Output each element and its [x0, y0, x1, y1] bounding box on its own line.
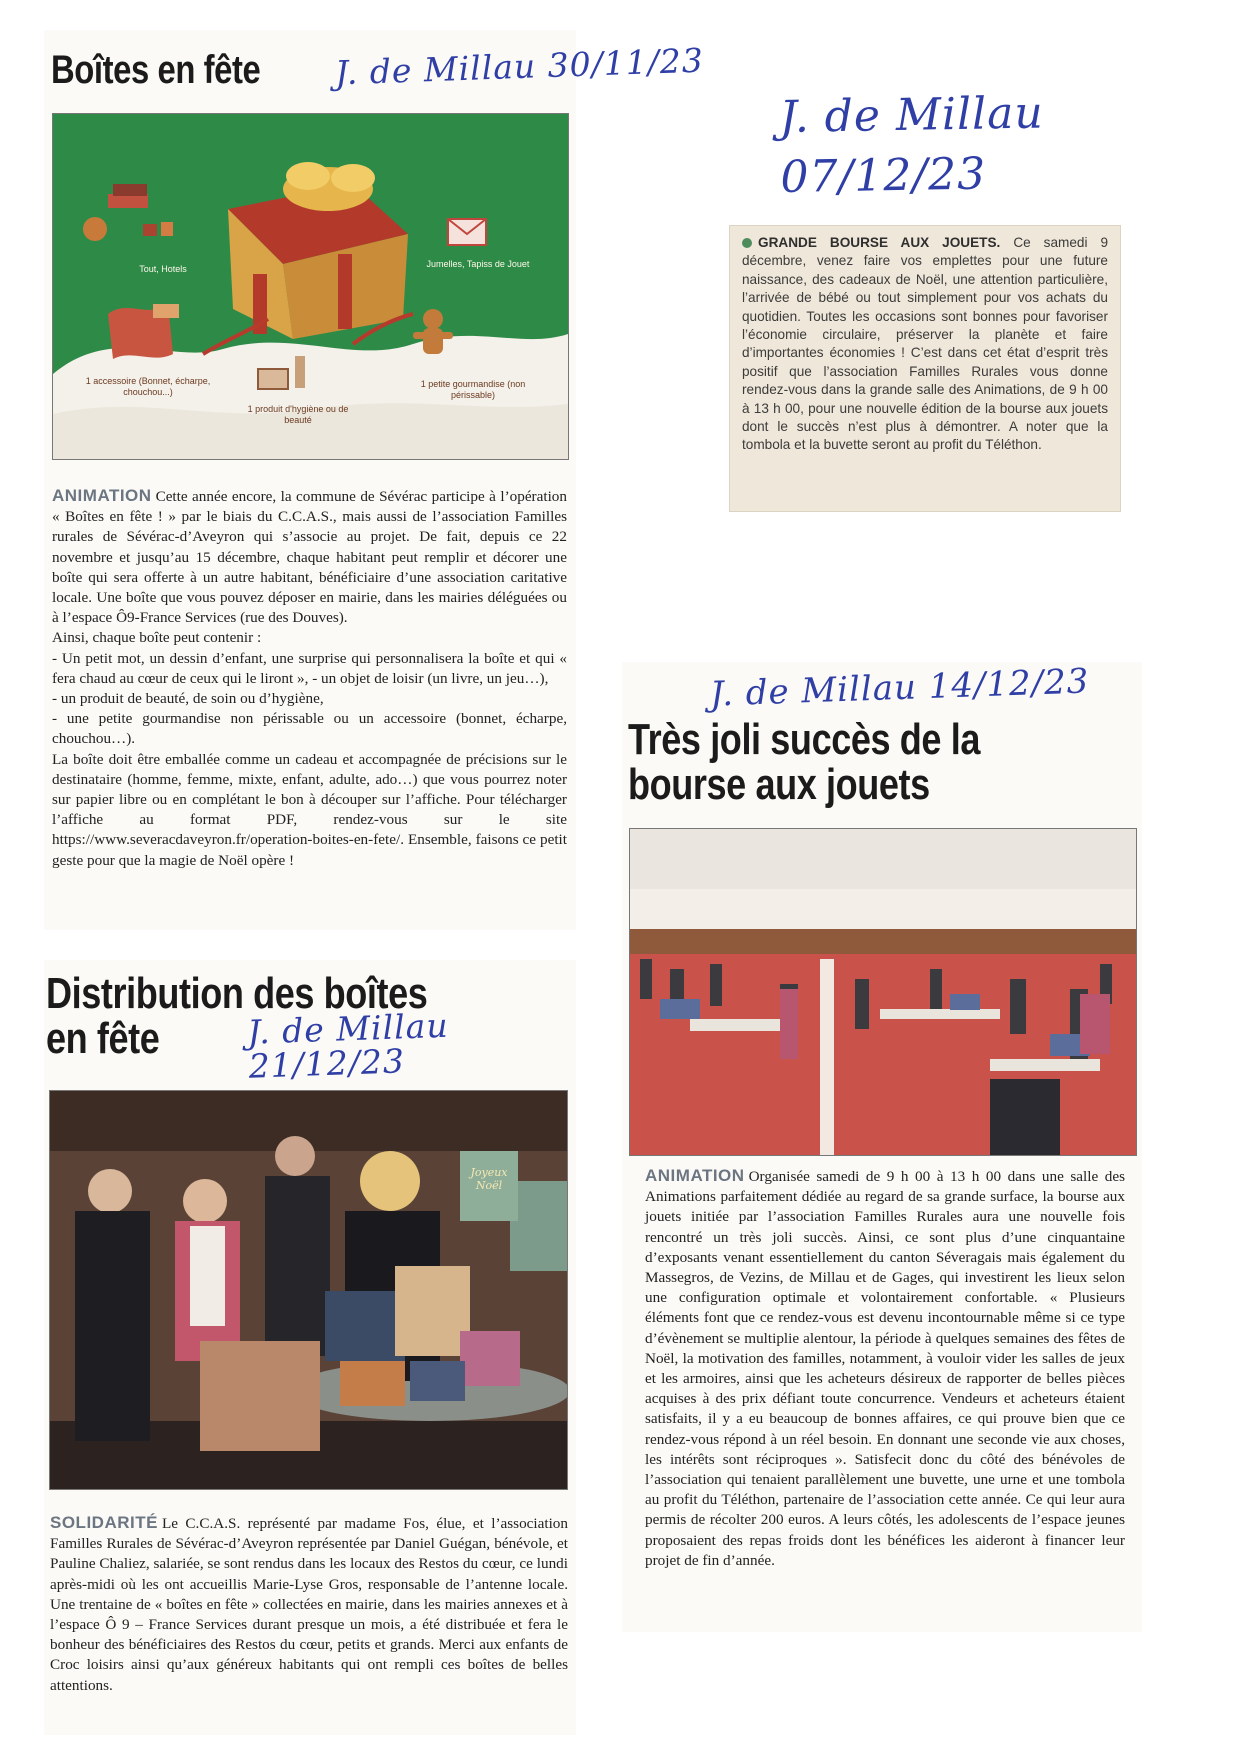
caption-right: Jumelles, Tapiss de Jouet — [426, 259, 530, 269]
article-3-paragraph: ANIMATION Organisée samedi de 9 h 00 à 13 h 00 dans une salle des Animations parfaitement dédiée au regard de sa grande surface, la bourse aux jouets initiée par l’association Familles Rurales aura une nouvelle fois rencontré un très joli succès. Ainsi, ce sont plus d’une cinquantaine d’exposants venant essentiellement du canton Séveragais mais également du Massegros, de Vezins, de Millau et de Gages, qui investirent les lieux selon une configuration optimale et volontairement confortable. « Plusieurs éléments font que ce rendez-vous est devenu incontournable même si ce type d’évènement se multiplie alentour, la période à quelques semaines des fêtes de Noël, la motivation des familles, notamment, à vouloir vider les salles de jeux et les armoires, ainsi que les acheteurs désireux de rapporter de belles pièces acquises à des prix défiant toute concurrence. Vendeurs et acheteurs étaient satisfaits, il y a eu beaucoup de bonnes affaires, ce qui prouve bien que ce rendez-vous répond à un réel besoin. En donnant une seconde vie aux choses, les intérêts sont réciproques ». Satisfecit donc du côté des bénévoles de l’association qui tenaient parallèlement une buvette, une urne et une tombola au profit du Téléthon, partenaire de l’association cette année. Ce qui leur aura permis de récolter 200 euros. A leurs côtés, les adolescents de l’espace jeunes proposaient des repas froids dont les bénéfices les aideront à financer leur projet de fin d’année. — [645, 1166, 1125, 1569]
bullet-dot-icon — [742, 238, 752, 248]
caption-bottom-mid: 1 produit d'hygiène ou de beauté — [247, 404, 349, 425]
caption-left: Tout, Hotels — [139, 264, 187, 274]
article-4-body — [50, 1513, 568, 1696]
article-4-kicker: SOLIDARITÉ — [50, 1513, 158, 1532]
boites-en-fete-illustration — [52, 113, 569, 460]
envelope-icon — [448, 219, 486, 245]
caption-bottom-right: 1 petite gourmandise (non périssable) — [420, 379, 526, 400]
article-1-headline: Boîtes en fête — [51, 48, 261, 92]
group-photo-artwork — [50, 1091, 567, 1489]
caption-bottom-left: 1 accessoire (Bonnet, écharpe, chouchou...) — [85, 376, 211, 397]
article-1-paragraph: La boîte doit être emballée comme un cadeau et accompagnée de précisions sur le destinataire (homme, femme, mixte, enfant, adulte, ado…) que vous pourrez noter sur papier libre ou en complétant le bon à découper sur l’affiche. Pour télécharger l’affiche au format PDF, rendez-vous sur le site https://www.severacdaveyron.fr/operation-boites-en-fete/. Ensemble, faisons ce petit geste pour que la magie de Noël opère ! — [52, 750, 567, 869]
article-1-paragraph: ANIMATION Cette année encore, la commune de Sévérac participe à l’opération « Boîtes en fête ! » par le biais du C.C.A.S., mais aussi de l’association Familles rurales de Sévérac-d’Aveyron qui s’associe au projet. De fait, depuis ce 22 novembre et jusqu’au 15 décembre, chaque habitant peut remplir et décorer une boîte qui sera offerte à un autre habitant, bénéficiaire d’une association caritative locale. Une boîte que vous pouvez déposer en mairie, dans les mairies déléguées ou à l’espace Ô9-France Services (rue des Douves). — [52, 486, 567, 627]
article-1-paragraph: - Un petit mot, un dessin d’enfant, une surprise qui personnalisera la boîte et qui « fera chaud au cœur de ceux qui le liront », - un objet de loisir (un livre, un jeu…), — [52, 649, 567, 687]
article-2-handwritten-note: J. de Millau 07/12/23 — [779, 87, 1045, 204]
article-2-title: GRANDE BOURSE AUX JOUETS. — [758, 235, 1001, 250]
article-4-handwritten-note: J. de Millau 21/12/23 — [246, 1005, 450, 1086]
article-4-headline: Distribution des boîtes en fête — [46, 969, 428, 1063]
article-1-paragraph: Ainsi, chaque boîte peut contenir : — [52, 629, 262, 647]
article-1-handwritten-note: J. de Millau 30/11/23 — [334, 40, 705, 93]
article-3-headline: Très joli succès de la bourse aux jouets — [628, 715, 980, 809]
scarf-icon — [108, 304, 179, 359]
article-1-body — [52, 486, 567, 871]
article-4-paragraph: SOLIDARITÉ Le C.C.A.S. représenté par madame Fos, élue, et l’association Familles Rurales de Sévérac-d’Aveyron représentée par Daniel Guégan, bénévole, et Pauline Chaliez, salariée, se sont rendus dans les locaux des Restos du cœur, ce lundi après-midi où les ont accueillis Marie-Lyse Gros, responsable de l’antenne locale. Une trentaine de « boîtes en fête » collectées en mairie, dans les mairies annexes et à l’espace Ô 9 – France Services durant presque un mois, a été distribuée et fera le bonheur des bénéficiaires des Restos du cœur, petits et grands. Merci aux enfants de Croc loisirs ainsi qu’aux généreux habitants qui ont rempli ces boîtes de belles attentions. — [50, 1513, 568, 1694]
bourse-aux-jouets-photo — [629, 828, 1137, 1156]
article-3-kicker: ANIMATION — [645, 1166, 745, 1185]
article-2-text: GRANDE BOURSE AUX JOUETS. Ce samedi 9 décembre, venez faire vos emplettes pour une future naissance, des cadeaux de Noël, une attention particulière, l’arrivée de bébé ou tout simplement pour vos achats du quotidien. Toutes les occasions sont bonnes pour favoriser l’économie circulaire, préserver la planète et faire d’importantes économies ! C’est dans cet état d’esprit très positif que l’association Familles Rurales vous donne rendez-vous dans la grande salle des Animations, de 9 h 00 à 13 h 00, pour une nouvelle édition de la bourse aux jouets dont le succès n’est plus à démontrer. A noter que la tombola et la buvette seront au profit du Téléthon. — [742, 235, 1109, 453]
article-1-kicker: ANIMATION — [52, 486, 152, 505]
distribution-photo — [49, 1090, 568, 1490]
article-1-paragraph: - une petite gourmandise non périssable ou un accessoire (bonnet, écharpe, chouchou…). — [52, 710, 567, 748]
article-3-body — [645, 1166, 1125, 1571]
article-1-paragraph: - un produit de beauté, de soin ou d’hygiène, — [52, 690, 324, 708]
hall-photo-artwork — [630, 829, 1136, 1155]
article-grande-bourse-aux-jouets — [729, 225, 1121, 512]
photo-sign: Joyeux Noël — [470, 1166, 508, 1192]
article-3-handwritten-note: J. de Millau 14/12/23 — [709, 661, 1091, 715]
